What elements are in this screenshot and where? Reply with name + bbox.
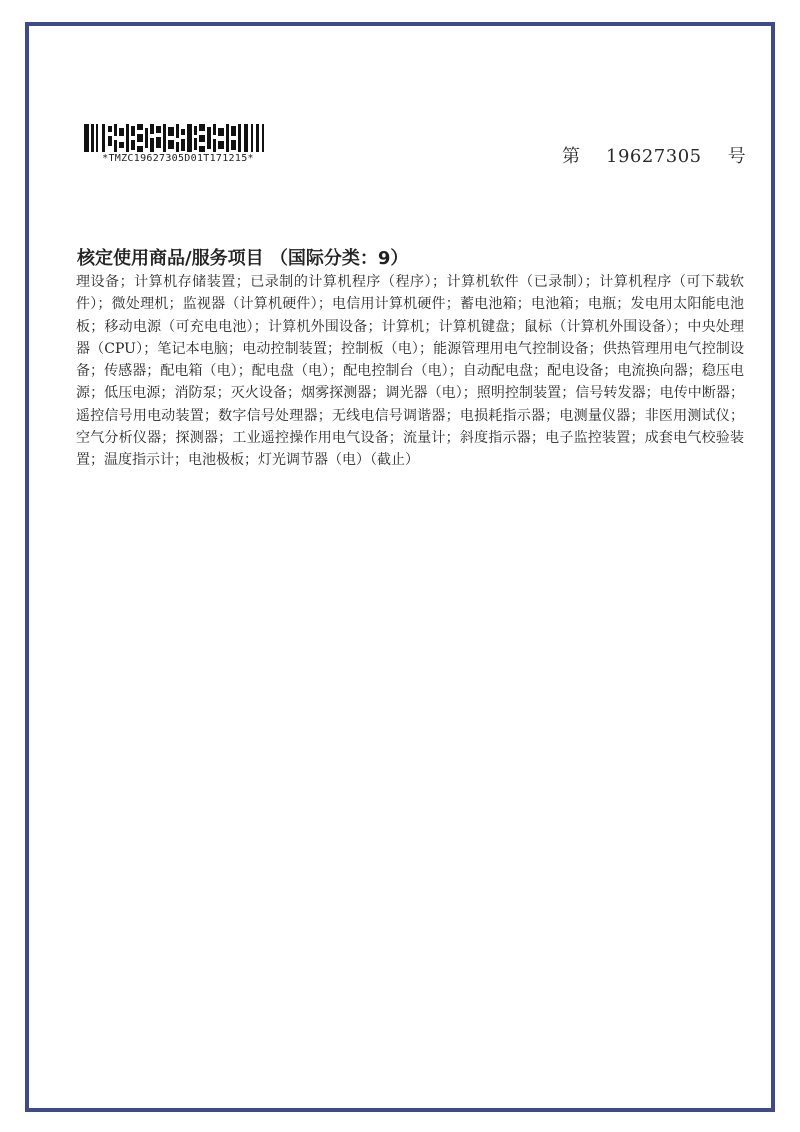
goods-services-list: 理设备；计算机存储装置；已录制的计算机程序（程序）；计算机软件（已录制）；计算机程序（可下载软件）；微处理机；监视器（计算机硬件）；电信用计算机硬件；蓄电池箱；电池箱；电瓶；发电用太阳能电池板；移动电源（可充电电池）；计算机外围设备；计算机；计算机键盘；鼠标（计算机外围设备）；中央处理器（CPU）；笔记本电脑；电动控制装置；控制板（电）；能源管理用电气控制设备；供热管理用电气控制设备；传感器；配电箱（电）；配电盘（电）；配电控制台（电）；自动配电盘；配电设备；电流换向器；稳压电源；低压电源；消防泵；灭火设备；烟雾探测器；调光器（电）；照明控制装置；信号转发器；电传中断器；遥控信号用电动装置；数字信号处理器；无线电信号调谐器；电损耗指示器；电测量仪器；非医用测试仪；空气分析仪器；探测器；工业遥控操作用电气设备；流量计；斜度指示器；电子监控装置；成套电气校验装置；温度指示计；电池极板；灯光调节器（电）（截止） [76,274,744,469]
section-title: 核定使用商品/服务项目 （国际分类：9） [77,248,409,269]
barcode-image [78,124,278,152]
document-frame [25,22,775,1112]
registration-number-value: 19627305 [606,146,702,167]
registration-suffix: 号 [727,146,746,167]
barcode [78,124,278,164]
registration-number [562,142,746,168]
registration-prefix: 第 [562,146,580,167]
barcode-text: *TMZC19627305D01T171215* [102,153,254,164]
